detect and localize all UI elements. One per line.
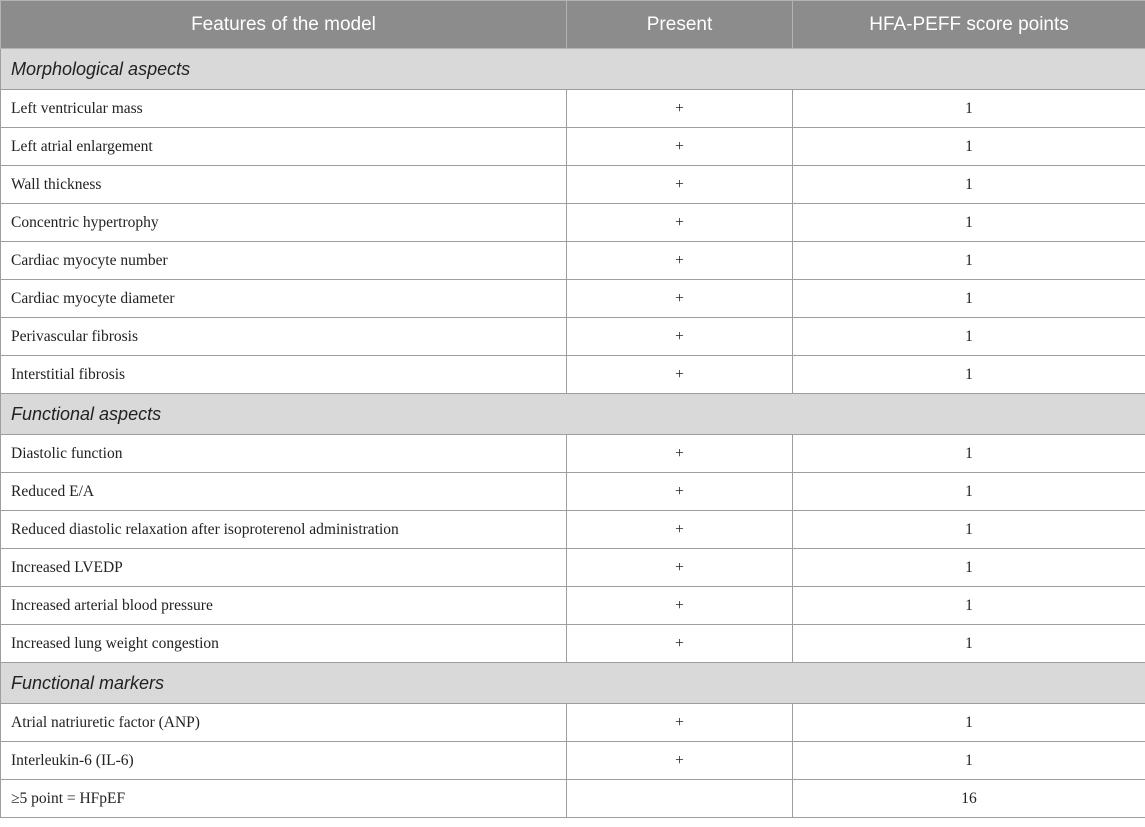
feature-cell: Atrial natriuretic factor (ANP): [1, 704, 567, 742]
feature-cell: ≥5 point = HFpEF: [1, 780, 567, 818]
feature-cell: Reduced E/A: [1, 473, 567, 511]
table-row: [1, 356, 1145, 394]
present-cell: +: [567, 435, 793, 473]
feature-cell: Reduced diastolic relaxation after isoproterenol administration: [1, 511, 567, 549]
score-cell: 1: [793, 587, 1145, 625]
present-cell: +: [567, 280, 793, 318]
table-row: [1, 549, 1145, 587]
feature-cell: Increased arterial blood pressure: [1, 587, 567, 625]
score-cell: 1: [793, 625, 1145, 663]
feature-cell: Concentric hypertrophy: [1, 204, 567, 242]
table-row: [1, 742, 1145, 780]
score-cell: 1: [793, 356, 1145, 394]
feature-cell: Diastolic function: [1, 435, 567, 473]
present-cell: +: [567, 473, 793, 511]
section-title: Functional markers: [1, 663, 1145, 704]
present-cell: [567, 780, 793, 818]
table-body: [1, 49, 1145, 818]
score-cell: 1: [793, 473, 1145, 511]
table-row: [1, 435, 1145, 473]
table-row: [1, 280, 1145, 318]
header-score-points: HFA-PEFF score points: [793, 1, 1145, 49]
score-cell: 1: [793, 511, 1145, 549]
table-row: [1, 90, 1145, 128]
present-cell: +: [567, 587, 793, 625]
score-cell: 1: [793, 166, 1145, 204]
table-row: [1, 511, 1145, 549]
present-cell: +: [567, 356, 793, 394]
section-row: [1, 394, 1145, 435]
present-cell: +: [567, 318, 793, 356]
score-cell: 1: [793, 742, 1145, 780]
table-row: [1, 587, 1145, 625]
table-header: [1, 1, 1145, 49]
score-cell: 1: [793, 128, 1145, 166]
score-cell: 1: [793, 704, 1145, 742]
header-present: Present: [567, 1, 793, 49]
table-row: [1, 473, 1145, 511]
section-row: [1, 49, 1145, 90]
table-row: [1, 625, 1145, 663]
feature-cell: Interstitial fibrosis: [1, 356, 567, 394]
present-cell: +: [567, 742, 793, 780]
feature-cell: Interleukin-6 (IL-6): [1, 742, 567, 780]
feature-cell: Wall thickness: [1, 166, 567, 204]
feature-cell: Left ventricular mass: [1, 90, 567, 128]
table-row: [1, 318, 1145, 356]
feature-cell: Cardiac myocyte number: [1, 242, 567, 280]
score-cell: 16: [793, 780, 1145, 818]
score-cell: 1: [793, 435, 1145, 473]
header-features: Features of the model: [1, 1, 567, 49]
score-cell: 1: [793, 242, 1145, 280]
feature-cell: Left atrial enlargement: [1, 128, 567, 166]
feature-cell: Cardiac myocyte diameter: [1, 280, 567, 318]
feature-cell: Increased LVEDP: [1, 549, 567, 587]
present-cell: +: [567, 128, 793, 166]
present-cell: +: [567, 625, 793, 663]
table-row: [1, 128, 1145, 166]
present-cell: +: [567, 511, 793, 549]
score-cell: 1: [793, 204, 1145, 242]
present-cell: +: [567, 204, 793, 242]
score-cell: 1: [793, 280, 1145, 318]
section-title: Morphological aspects: [1, 49, 1145, 90]
score-cell: 1: [793, 549, 1145, 587]
present-cell: +: [567, 166, 793, 204]
present-cell: +: [567, 90, 793, 128]
table-row: [1, 704, 1145, 742]
table-row: [1, 242, 1145, 280]
header-row: [1, 1, 1145, 49]
score-cell: 1: [793, 90, 1145, 128]
table-row: [1, 204, 1145, 242]
present-cell: +: [567, 242, 793, 280]
present-cell: +: [567, 549, 793, 587]
feature-cell: Perivascular fibrosis: [1, 318, 567, 356]
feature-cell: Increased lung weight congestion: [1, 625, 567, 663]
section-row: [1, 663, 1145, 704]
table-row: [1, 166, 1145, 204]
section-title: Functional aspects: [1, 394, 1145, 435]
present-cell: +: [567, 704, 793, 742]
table-row: [1, 780, 1145, 818]
score-cell: 1: [793, 318, 1145, 356]
